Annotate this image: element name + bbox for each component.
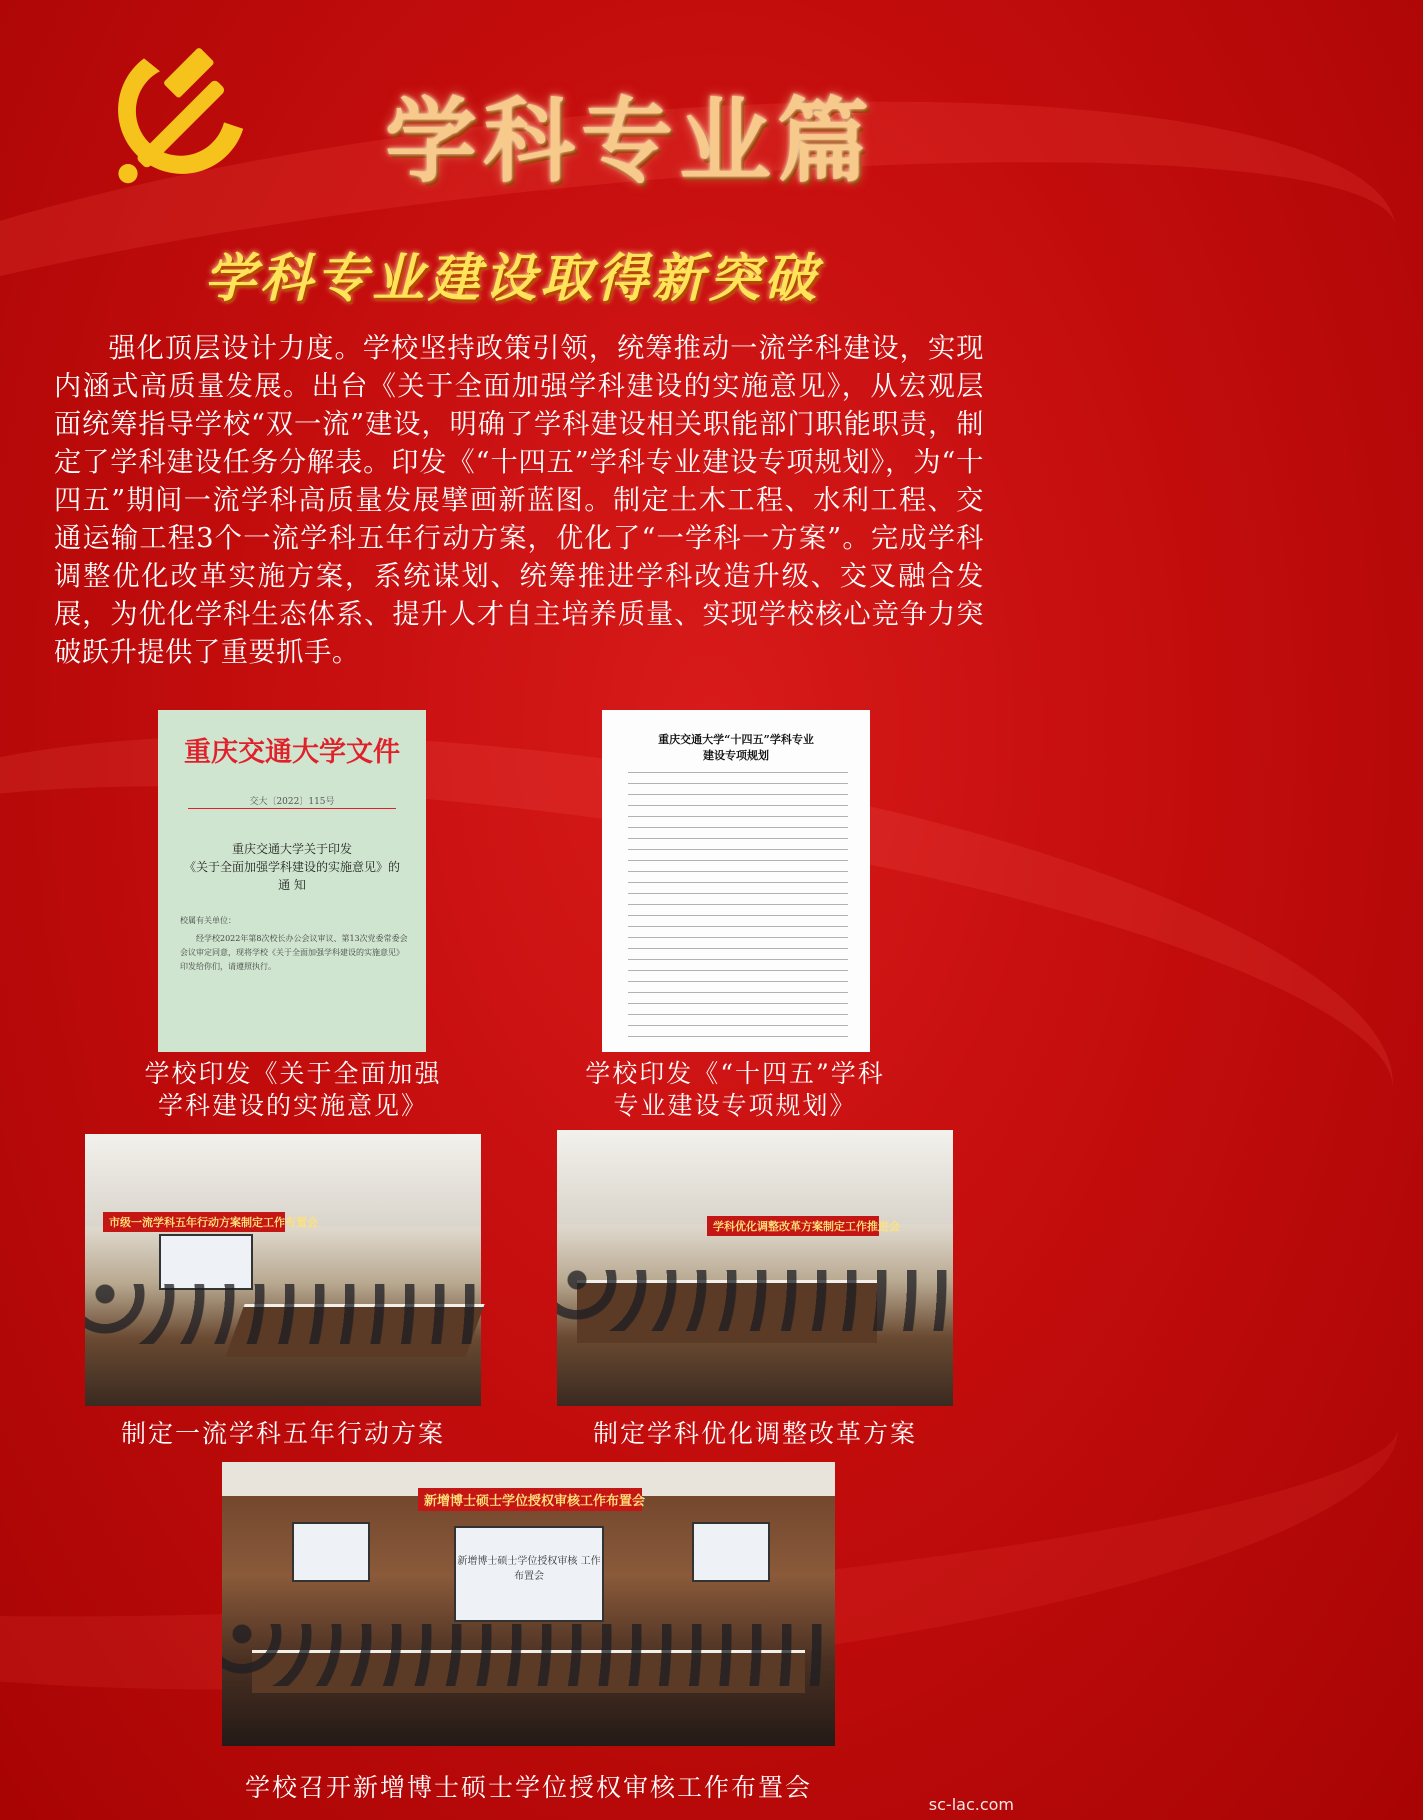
- caption-doc2: [570, 1058, 900, 1122]
- caption-photo3: 制定一流学科五年行动方案: [120, 1419, 445, 1448]
- caption-line: 学科建设的实施意见》: [157, 1091, 428, 1120]
- doc-paragraph: 经学校2022年第8次校长办公会议审议、第13次党委常委会会议审定同意，现将学校《关于全面加强学科建设的实施意见》印发给你们，请遵照执行。: [180, 934, 408, 971]
- attendees: [222, 1624, 835, 1686]
- meeting-photo-reform-plan: [557, 1130, 953, 1406]
- doc-title-line: 建设专项规划: [703, 749, 769, 762]
- caption-line: 学校印发《“十四五”学科: [585, 1059, 885, 1088]
- doc-title: [602, 732, 870, 764]
- meeting-banner: 学科优化调整改革方案制定工作推进会: [707, 1216, 879, 1236]
- photo-ceiling: [557, 1130, 953, 1224]
- doc-header: 重庆交通大学文件: [184, 737, 400, 768]
- doc-title-line: 重庆交通大学“十四五”学科专业: [658, 733, 814, 746]
- meeting-banner: 市级一流学科五年行动方案制定工作布置会: [103, 1212, 285, 1232]
- side-screen-left: [292, 1522, 370, 1582]
- caption-line: 专业建设专项规划》: [613, 1091, 857, 1120]
- meeting-photo-action-plan: [85, 1134, 481, 1406]
- doc-title-line: 重庆交通大学关于印发: [231, 842, 352, 856]
- watermark: sc-lac.com: [928, 1795, 1014, 1814]
- caption-line: 学校印发《关于全面加强: [144, 1059, 442, 1088]
- doc-number: 交大〔2022〕115号: [249, 797, 335, 807]
- projector-screen: [159, 1234, 253, 1290]
- doc-salutation: 校属有关单位：: [180, 916, 236, 925]
- hammer-sickle-icon: [96, 36, 256, 196]
- meeting-banner: 新增博士硕士学位授权审核工作布置会: [418, 1488, 642, 1511]
- caption-photo5: 学校召开新增博士硕士学位授权审核工作布置会: [244, 1773, 812, 1802]
- page-title: 学科专业篇: [385, 88, 876, 195]
- doc-title-line: 通 知: [278, 878, 306, 892]
- projector-screen: 新增博士硕士学位授权审核 工作布置会: [454, 1526, 604, 1622]
- section-subtitle: 学科专业建设取得新突破: [203, 249, 820, 309]
- doc-title-line: 《关于全面加强学科建设的实施意见》的: [183, 860, 400, 874]
- doc-red-rule: [188, 808, 396, 809]
- side-screen-right: [692, 1522, 770, 1582]
- document-image-14th-five-year-plan: [602, 710, 870, 1052]
- document-image-implementation-opinions: [158, 710, 426, 1052]
- body-paragraph: 强化顶层设计力度。学校坚持政策引领，统筹推动一流学科建设，实现内涵式高质量发展。出台《关于全面加强学科建设的实施意见》，从宏观层面统筹指导学校“双一流”建设，明确了学科建设相关职能部门职能职责，制定了学科建设任务分解表。印发《“十四五”学科专业建设专项规划》，为“十四五”期间一流学科高质量发展擘画新蓝图。制定土木工程、水利工程、交通运输工程3个一流学科五年行动方案，优化了“一学科一方案”。完成学科调整优化改革实施方案，系统谋划、统筹推进学科改造升级、交叉融合发展，为优化学科生态体系、提升人才自主培养质量、实现学校核心竞争力突破跃升提供了重要抓手。: [54, 333, 984, 668]
- attendees: [85, 1284, 481, 1344]
- doc-title: [158, 840, 426, 894]
- caption-photo4: 制定学科优化调整改革方案: [592, 1419, 917, 1448]
- meeting-photo-degree-authorization: [222, 1462, 835, 1746]
- doc-text-lines: [628, 772, 848, 1042]
- attendees: [557, 1270, 953, 1331]
- caption-doc1: [128, 1058, 458, 1122]
